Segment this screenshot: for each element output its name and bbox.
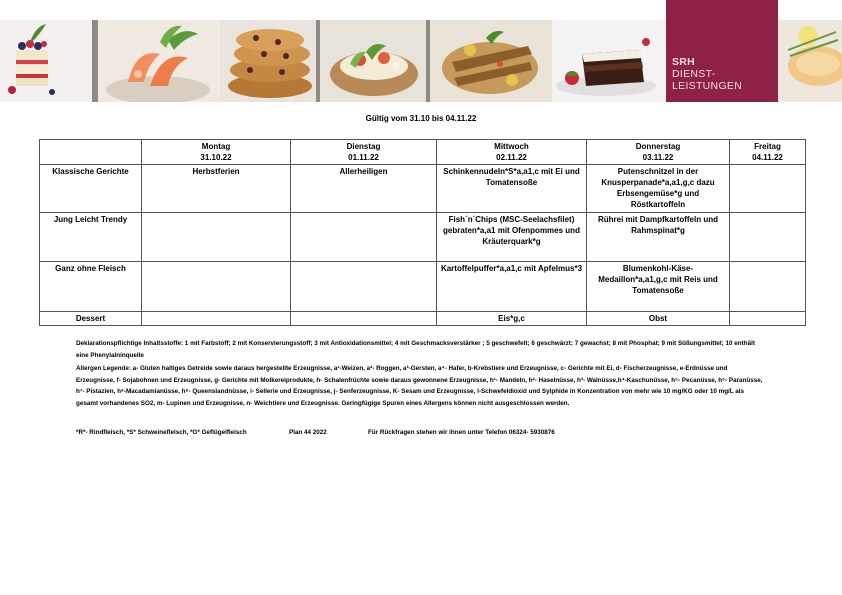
menu-cell: Allerheiligen [291, 165, 437, 213]
menu-cell: Putenschnitzel in der Knusperpanade*a,a1,g,c dazu Erbsengemüse*g und Röstkartoffeln [587, 165, 730, 213]
cookies-image [220, 20, 320, 102]
menu-cell [291, 262, 437, 312]
table-header-row [40, 140, 806, 165]
header-day-monday: Montag 31.10.22 [142, 140, 291, 165]
menu-cell [730, 262, 806, 312]
menu-cell: Schinkennudeln*S*a,a1,c mit Ei und Tomatensoße [437, 165, 587, 213]
header-day-wednesday: Mittwoch 02.11.22 [437, 140, 587, 165]
menu-table [39, 139, 806, 326]
header-day-tuesday: Dienstag 01.11.22 [291, 140, 437, 165]
brand-logo [672, 56, 742, 92]
fish-fillet-image [778, 20, 842, 102]
contact-info: Für Rückfragen stehen wir ihnen unter Telefon 06324- 5930876 [368, 429, 555, 436]
dessert-tower-image [0, 20, 98, 102]
menu-cell [142, 312, 291, 326]
row-label: Dessert [40, 312, 142, 326]
menu-cell: Rührei mit Dampfkartoffeln und Rahmspinat*g [587, 213, 730, 262]
row-label: Klassische Gerichte [40, 165, 142, 213]
header-day-thursday: Donnerstag 03.11.22 [587, 140, 730, 165]
header-day-friday: Freitag 04.11.22 [730, 140, 806, 165]
header-banner [0, 0, 842, 102]
menu-cell [730, 312, 806, 326]
menu-cell [291, 213, 437, 262]
brand-line-3: LEISTUNGEN [672, 80, 743, 92]
additives-declaration: Deklarationspflichtige Inhaltsstoffe: 1 mit Farbstoff; 2 mit Konservierungsstoff; 3 mit Antioxidationsmittel; 4 mit Geschmacksverstärker ; 5 geschwefelt; 6 geschwärzt; 7 gewachst; 8 mit Phosphat; 9 mit Süßungsmittel; 10 enthält eine Phenylalninquelle [76, 340, 755, 359]
brand-line-1: SRH [672, 56, 696, 68]
table-row [40, 165, 806, 213]
menu-cell: Obst [587, 312, 730, 326]
chocolate-cake-image [552, 20, 666, 102]
menu-cell [730, 213, 806, 262]
meat-legend: *R*- Rindfleisch, *S* Schweinefleisch, *G* Geflügelfleisch [76, 429, 247, 436]
shrimp-image [98, 20, 220, 102]
baked-potato-image [320, 20, 430, 102]
menu-cell: Blumenkohl-Käse-Medaillon*a,a1,g,c mit Reis und Tomatensoße [587, 262, 730, 312]
row-label: Jung Leicht Trendy [40, 213, 142, 262]
menu-cell: Eis*g,c [437, 312, 587, 326]
legend-section [76, 338, 766, 410]
plan-number: Plan 44 2022 [289, 429, 327, 436]
brand-line-2: DIENST- [672, 68, 716, 80]
row-label: Ganz ohne Fleisch [40, 262, 142, 312]
table-row [40, 213, 806, 262]
menu-cell [142, 262, 291, 312]
table-row [40, 262, 806, 312]
menu-cell: Fish´n´Chips (MSC-Seelachsfilet) gebraten*a,a1 mit Ofenpommes und Kräuterquark*g [437, 213, 587, 262]
validity-period: Gültig vom 31.10 bis 04.11.22 [365, 114, 477, 123]
grilled-meat-image [430, 20, 552, 102]
menu-cell [291, 312, 437, 326]
menu-cell [142, 213, 291, 262]
allergen-legend: Allergen Legende: a- Gluten haltiges Getreide sowie daraus hergestellte Erzeugnisse, a¹-Weizen, a²- Roggen, a³-Gersten, a⁴- Hafer, b-Krebstiere und Erzeugnisse, c- Gerichte mit Ei, d- Fischerzeugnisse, e-Erdnüsse und Erzeugnisse, f- Sojabohnen und Erzeugnisse, g- Gerichte mit Molkereiprodukte, h- Schalenfrüchte sowie daraus gewonnene Erzeugnisse, h¹- Mandeln, h²- Haselnüsse, h³- Walnüsse,h⁴-Kaschunüsse, h⁵- Pecanüsse, h⁶- Paranüsse, h⁷- Pistazien, h⁸-Macadamianüsse, h⁹- Queenslandnüsse, i- Sellerie und Erzeugnisse, j- Senferzeugnisse, K- Sesam und Erzeugnisse, l-Schwefeldioxid und Sylphide in Konzentration von mehr wie 10 mg/KG oder 10 mg/L als gesamt vorhandenes SO2, m- Lupinen und Erzeugnisse, n- Weichtiere und Erzeugnisse. Geringfügige Spuren eines Allergens können nicht ausgeschlossen werden. [76, 365, 763, 407]
menu-cell: Kartoffelpuffer*a,a1,c mit Apfelmus*3 [437, 262, 587, 312]
table-row [40, 312, 806, 326]
menu-cell: Herbstferien [142, 165, 291, 213]
header-empty-cell [40, 140, 142, 165]
menu-cell [730, 165, 806, 213]
